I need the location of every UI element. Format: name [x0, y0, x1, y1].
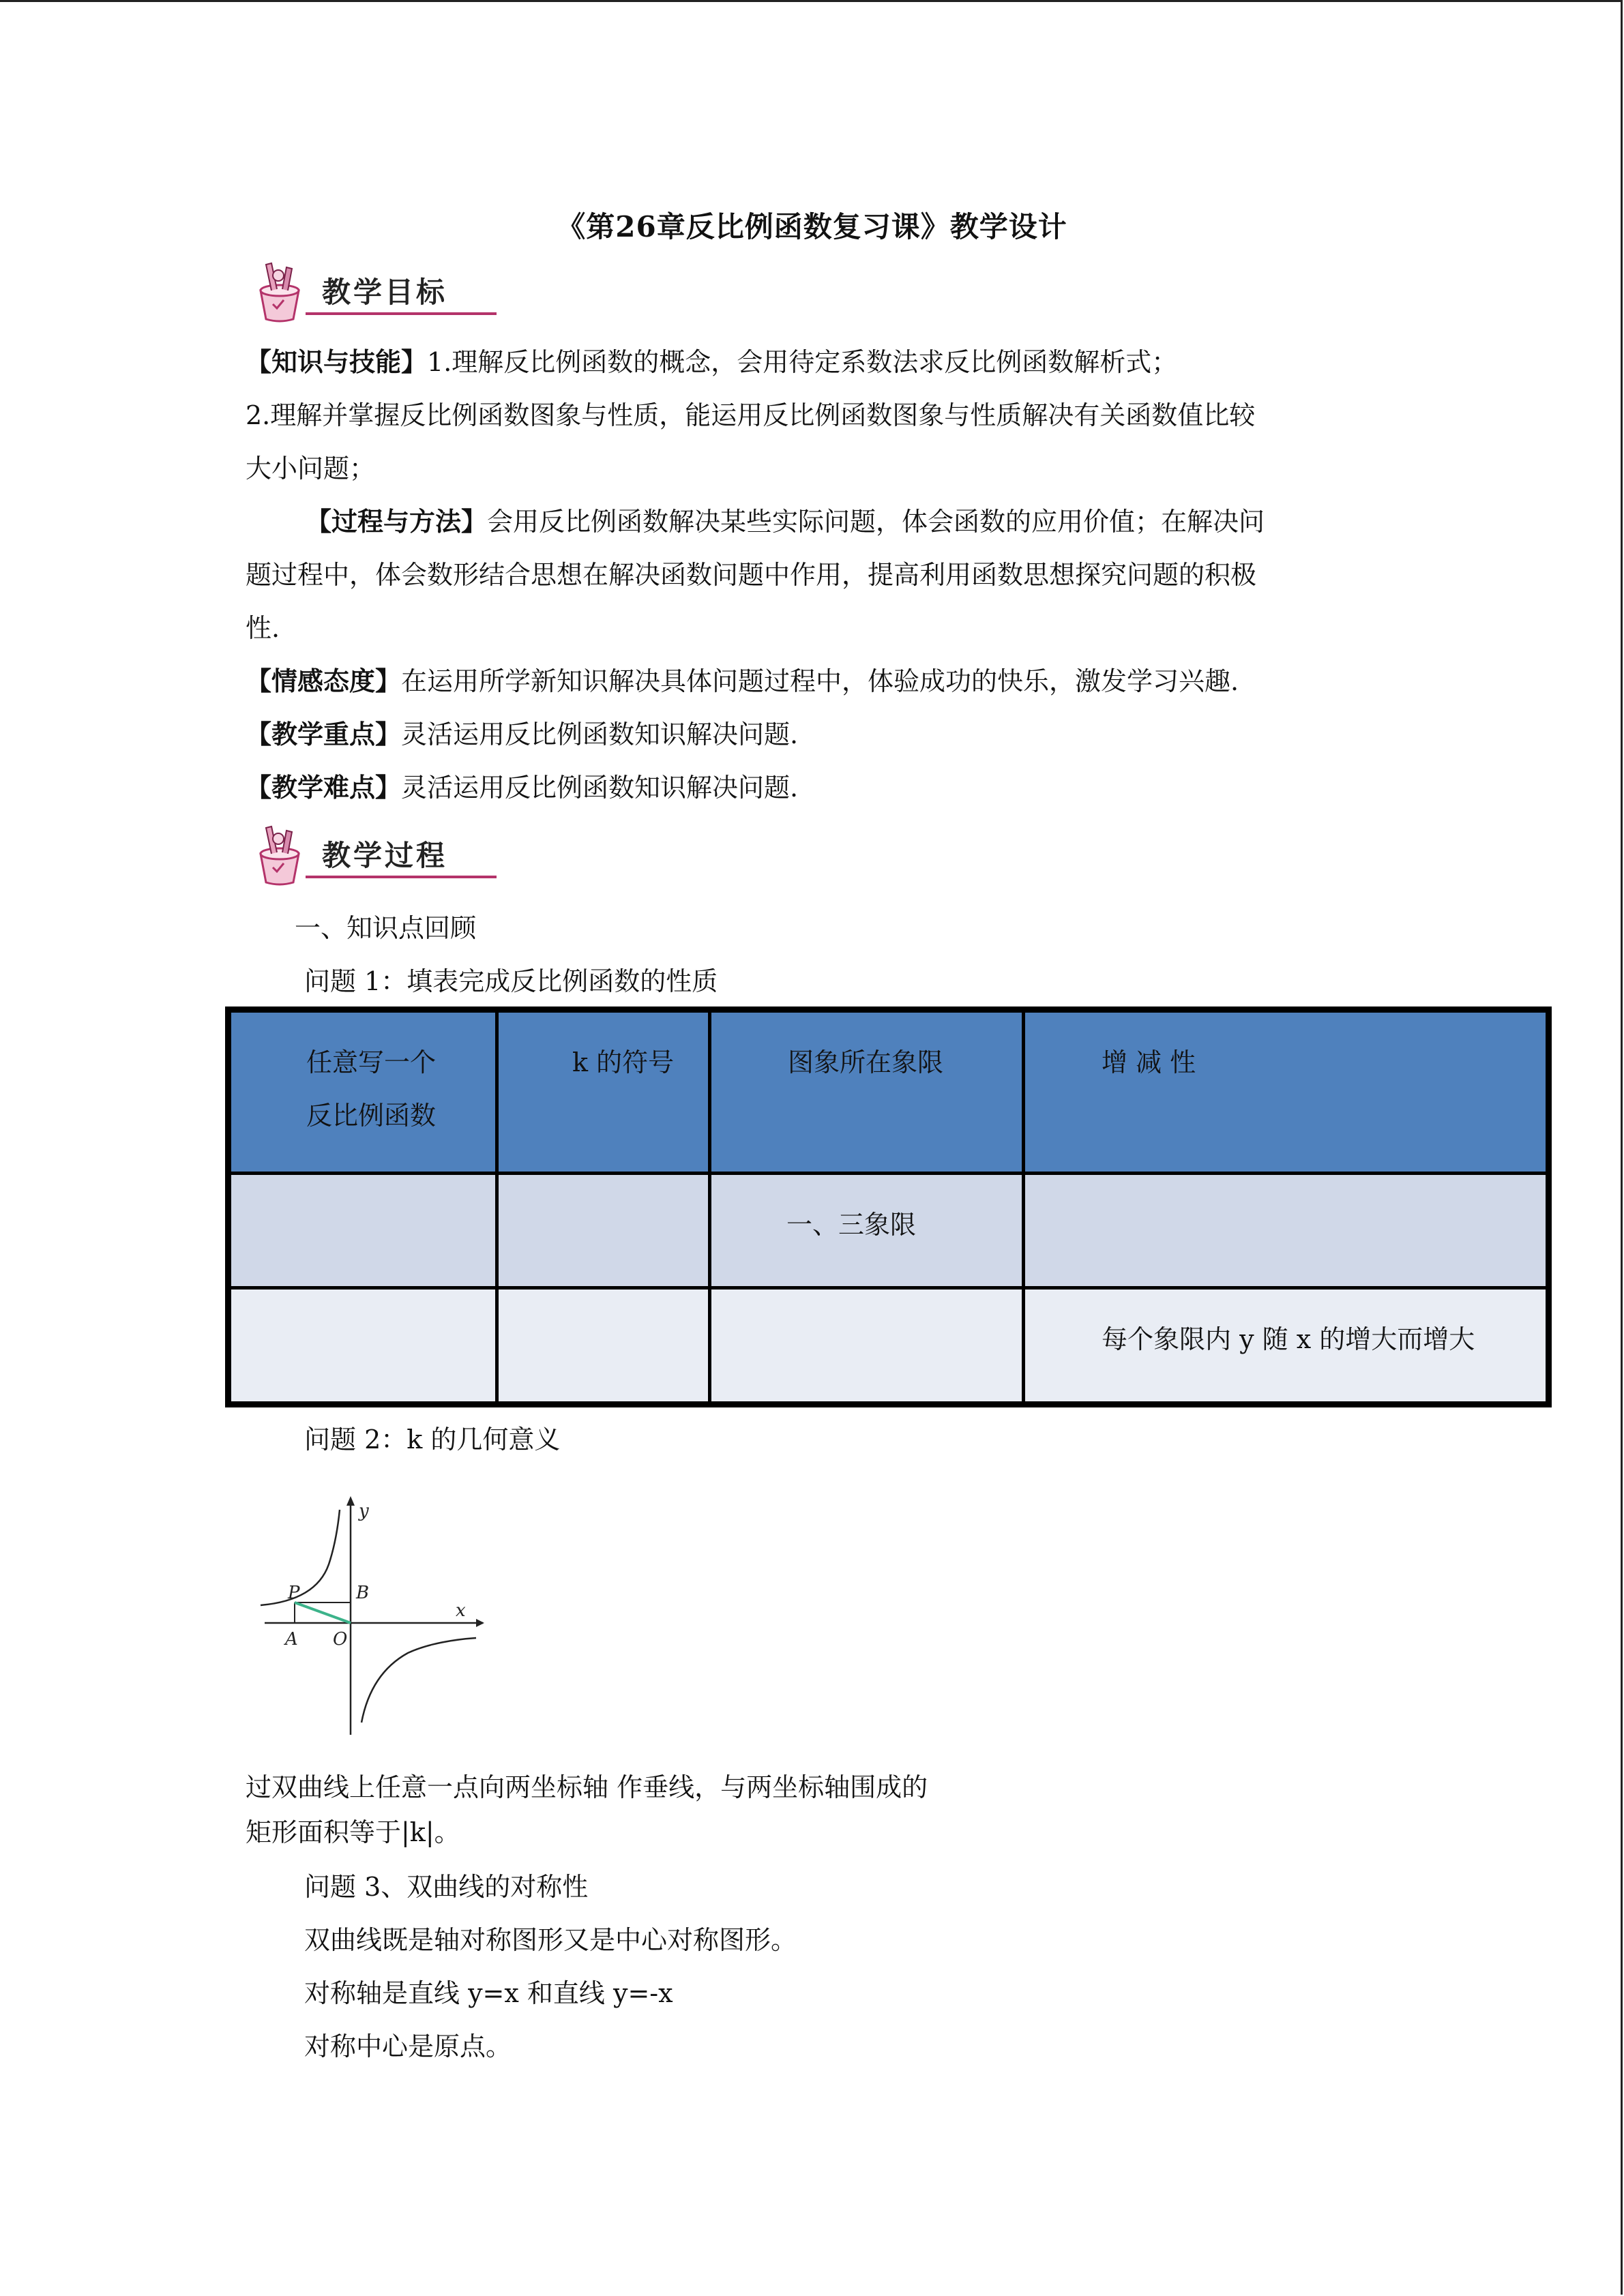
key-point-text: 灵活运用反比例函数知识解决问题.	[401, 719, 799, 749]
table-header-cell: k 的符号	[497, 1010, 710, 1174]
knowledge-skills-line1	[246, 341, 1177, 378]
tag-attitude: 【情感态度】	[246, 666, 402, 696]
part1-heading: 一、知识点回顾	[295, 913, 477, 943]
table-cell[interactable]	[710, 1288, 1024, 1405]
table-cell[interactable]	[1024, 1173, 1549, 1287]
q3-line3: 对称中心是原点。	[304, 2031, 512, 2061]
q3-line2: 对称轴是直线 y=x 和直线 y=-x	[304, 1978, 673, 2008]
document-title: 《第26章反比例函数复习课》教学设计	[557, 210, 1067, 243]
tag-key-point: 【教学重点】	[246, 719, 402, 749]
q2-explanation-line1: 过双曲线上任意一点向两坐标轴 作垂线，与两坐标轴围成的	[246, 1772, 928, 1802]
label-x: x	[456, 1600, 466, 1621]
section-header-goals	[251, 260, 497, 323]
table-cell[interactable]	[228, 1288, 497, 1405]
properties-table	[225, 1007, 1552, 1407]
label-O: O	[333, 1629, 348, 1650]
q2-explanation-line2: 矩形面积等于|k|。	[246, 1817, 460, 1847]
section-underline	[306, 312, 497, 315]
label-A: A	[285, 1629, 298, 1650]
key-point-line	[246, 713, 798, 751]
hyperbola-branch-lower	[361, 1638, 476, 1723]
section-title-goals: 教学目标	[322, 275, 448, 309]
process-method-text1: 会用反比例函数解决某些实际问题，体会函数的应用价值；在解决问	[487, 507, 1265, 537]
label-P: P	[288, 1583, 300, 1603]
question3: 问题 3、双曲线的对称性	[304, 1872, 589, 1902]
question2: 问题 2：k 的几何意义	[304, 1425, 561, 1455]
difficulty-line	[246, 766, 798, 804]
table-row	[228, 1173, 1549, 1287]
tag-process-method: 【过程与方法】	[306, 506, 488, 537]
hyperbola-branch-upper	[261, 1510, 340, 1605]
process-method-line3: 性.	[246, 613, 280, 643]
table-row	[228, 1288, 1549, 1405]
section-title-process: 教学过程	[322, 839, 448, 872]
hyperbola-diagram	[251, 1489, 490, 1742]
knowledge-skills-line2: 2.理解并掌握反比例函数图象与性质，能运用反比例函数图象与性质解决有关函数值比较	[246, 400, 1256, 430]
tag-knowledge: 【知识与技能】	[246, 346, 428, 377]
table-header-row	[228, 1010, 1549, 1174]
knowledge-skills-line3: 大小问题；	[246, 453, 376, 483]
table-header-cell: 任意写一个 反比例函数	[228, 1010, 497, 1174]
y-axis-arrow	[346, 1496, 355, 1506]
segment-PO	[295, 1602, 351, 1623]
attitude-line	[246, 660, 1239, 698]
tag-difficulty: 【教学难点】	[246, 772, 402, 803]
table-cell[interactable]	[228, 1173, 497, 1287]
difficulty-text: 灵活运用反比例函数知识解决问题.	[401, 773, 799, 803]
process-method-line1	[306, 501, 1265, 538]
attitude-text: 在运用所学新知识解决具体问题过程中，体验成功的快乐，激发学习兴趣.	[401, 666, 1239, 696]
section-underline	[306, 876, 497, 878]
knowledge-text1: 1.理解反比例函数的概念，会用待定系数法求反比例函数解析式；	[427, 347, 1178, 377]
process-method-line2: 题过程中，体会数形结合思想在解决函数问题中作用，提高利用函数思想探究问题的积极	[246, 560, 1257, 590]
section-header-process	[251, 824, 497, 886]
question1: 问题 1：填表完成反比例函数的性质	[304, 966, 718, 996]
label-y: y	[359, 1501, 369, 1521]
pencil-cup-icon	[251, 260, 310, 323]
table-cell[interactable]: 每个象限内 y 随 x 的增大而增大	[1024, 1288, 1549, 1405]
table-header-cell: 图象所在象限	[710, 1010, 1024, 1174]
table-header-cell: 增 减 性	[1024, 1010, 1549, 1174]
label-B: B	[356, 1583, 370, 1603]
q3-line1: 双曲线既是轴对称图形又是中心对称图形。	[304, 1925, 797, 1955]
table-cell[interactable]	[497, 1288, 710, 1405]
table-cell[interactable]: 一、三象限	[710, 1173, 1024, 1287]
x-axis-arrow	[476, 1619, 484, 1627]
table-cell[interactable]	[497, 1173, 710, 1287]
pencil-cup-icon	[251, 824, 310, 886]
